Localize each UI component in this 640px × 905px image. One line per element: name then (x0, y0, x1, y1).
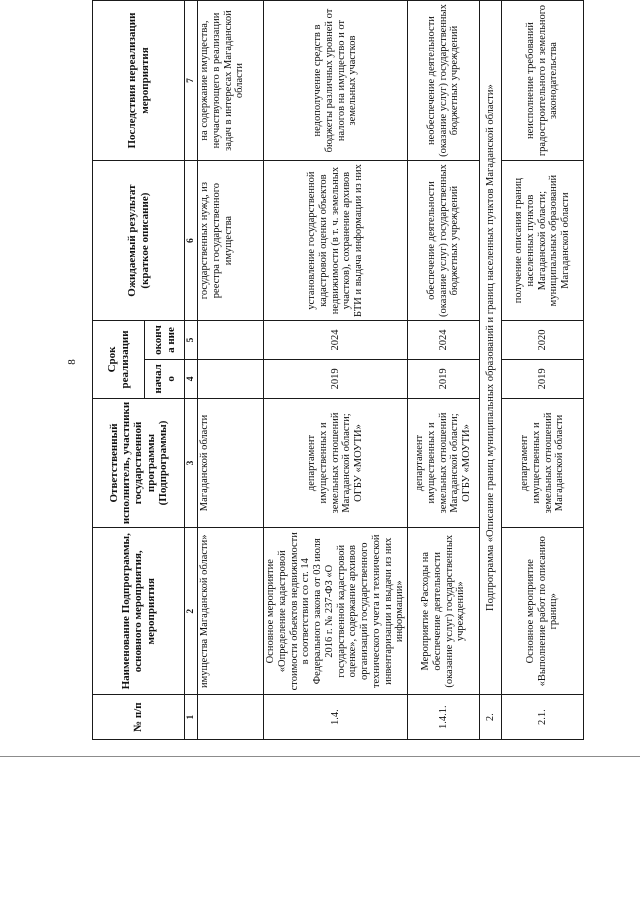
row-consequences: недополучение средств в бюджеты различных уровней от налогов на имущество и от земельных участков (264, 1, 408, 161)
header-consequences: Последствия нереализации мероприятия (93, 1, 185, 161)
page-number: 8 (65, 359, 78, 365)
header-result: Ожидаемый результат (краткое описание) (93, 161, 185, 321)
subprogram-num: 2. (480, 695, 502, 740)
row-end: 2020 (502, 321, 584, 360)
row-responsible: департамент имущественных и земельных отношений Магаданской области; ОГБУ «МОУТИ» (408, 398, 480, 527)
header-row (93, 1, 145, 740)
col-index: 2 (185, 528, 198, 695)
table-row (198, 1, 264, 740)
row-name: Основное мероприятие «Определение кадастровой стоимости объектов недвижимости в соответствии со ст. 14 Федерального закона от 03 июля 2016 г. № 237-ФЗ «О государственной кадастровой оценке», содержание архивов организаций государственного технического учета и технической инвентаризации и выдачи из них информации» (264, 528, 408, 695)
row-consequences: на содержание имущества, неучаствующего в реализации задач в интересах Магаданской области (198, 1, 264, 161)
row-result: установление государственной кадастровой оценки объектов недвижимости (в т. ч. земельных участков), сохранение архивов БТИ и выдача информации из них (264, 161, 408, 321)
row-start (198, 359, 264, 398)
header-num: № п/п (93, 695, 185, 740)
header-start: начало (145, 359, 185, 398)
header-responsible: Ответственный исполнитель, участники государственной программы (Подпрограммы) (93, 398, 185, 527)
column-index-row (185, 1, 198, 740)
row-result: государственных нужд, из реестра государственного имущества (198, 161, 264, 321)
row-result: обеспечение деятельности (оказание услуг) государственных бюджетных учреждений (408, 161, 480, 321)
activities-table (92, 0, 584, 740)
row-responsible: департамент имущественных и земельных отношений Магаданской области (502, 398, 584, 527)
col-index: 4 (185, 359, 198, 398)
row-num: 2.1. (502, 695, 584, 740)
row-responsible: департамент имущественных и земельных отношений Магаданской области; ОГБУ «МОУТИ» (264, 398, 408, 527)
row-start: 2019 (502, 359, 584, 398)
row-end: 2024 (408, 321, 480, 360)
row-responsible: Магаданской области (198, 398, 264, 527)
row-start: 2019 (264, 359, 408, 398)
row-start: 2019 (408, 359, 480, 398)
header-term: Срок реализации (93, 321, 145, 399)
header-end: оконча ние (145, 321, 185, 360)
col-index: 3 (185, 398, 198, 527)
row-num: 1.4.1. (408, 695, 480, 740)
row-name: Основное мероприятие «Выполнение работ по описанию границ» (502, 528, 584, 695)
row-result: получение описания границ населенных пунктов Магаданской области; муниципальных образований Магаданской области (502, 161, 584, 321)
col-index: 1 (185, 695, 198, 740)
col-index: 5 (185, 321, 198, 360)
row-num (198, 695, 264, 740)
row-consequences: неисполнение требований градостроительного и земельного законодательства (502, 1, 584, 161)
subprogram-row (480, 1, 502, 740)
row-end (198, 321, 264, 360)
table-row (408, 1, 480, 740)
page-divider (0, 756, 640, 757)
subprogram-title: Подпрограмма «Описание границ муниципальных образований и границ населенных пунктов Магаданской области» (480, 1, 502, 695)
row-consequences: необеспечение деятельности (оказание услуг) государственных бюджетных учреждений (408, 1, 480, 161)
table-row (502, 1, 584, 740)
header-name: Наименование Подпрограммы, основного мероприятия, мероприятия (93, 528, 185, 695)
row-name: Мероприятие «Расходы на обеспечение деятельности (оказание услуг) государственных учреждений» (408, 528, 480, 695)
row-end: 2024 (264, 321, 408, 360)
row-num: 1.4. (264, 695, 408, 740)
row-name: имущества Магаданской области» (198, 528, 264, 695)
col-index: 7 (185, 1, 198, 161)
col-index: 6 (185, 161, 198, 321)
table-row (264, 1, 408, 740)
